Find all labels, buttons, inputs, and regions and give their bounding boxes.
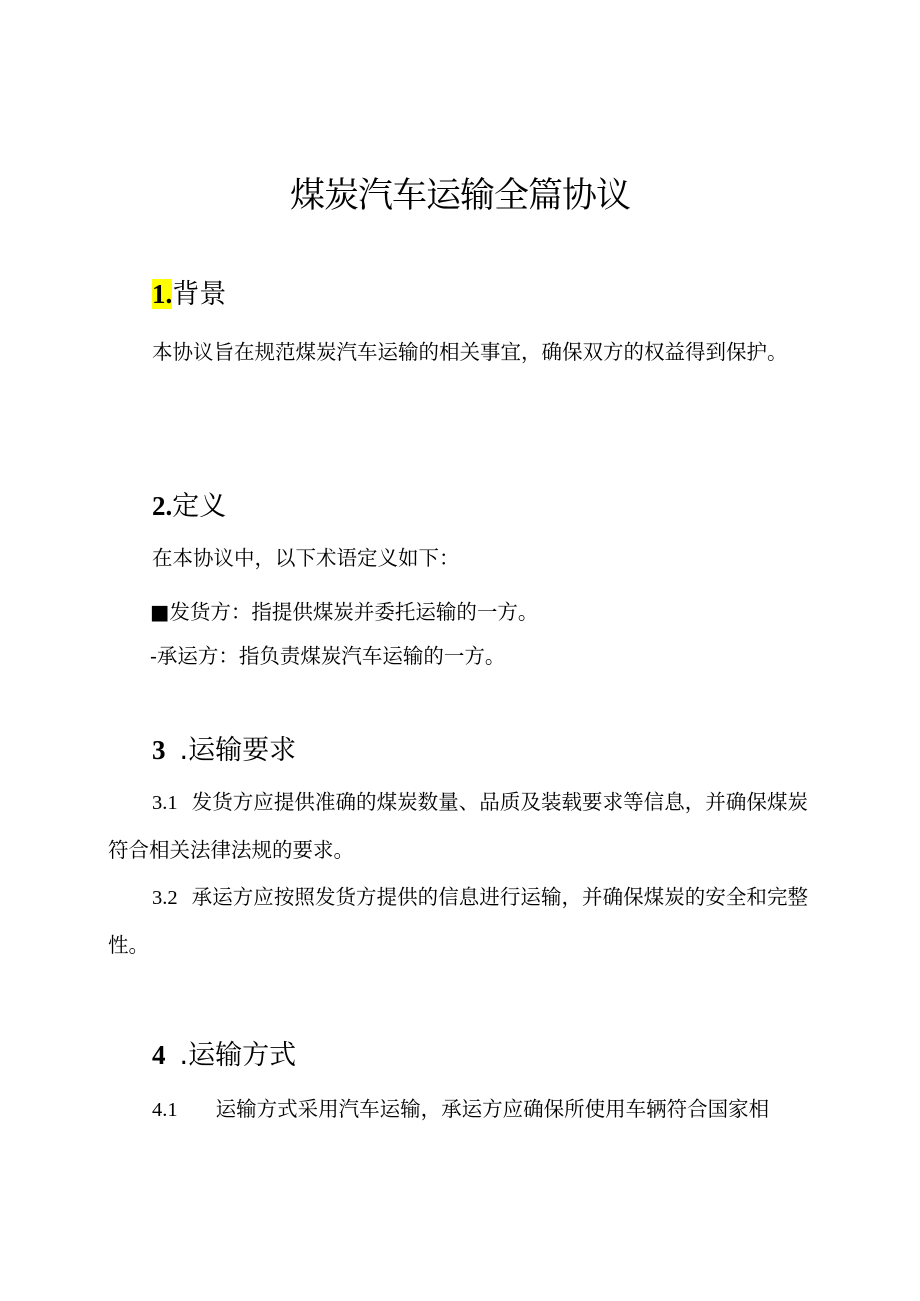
section-1-heading [152, 270, 226, 318]
clause-4-1-number: 4.1 [152, 1099, 178, 1121]
section-1-paragraph-text: 本协议旨在规范煤炭汽车运输的相关事宜，确保双方的权益得到保护。 [152, 340, 788, 364]
document-title: 煤炭汽车运输全篇协议 [289, 176, 630, 216]
clause-3-2-number: 3.2 [152, 887, 178, 909]
section-2-heading [152, 482, 226, 530]
section-4-title: .运输方式 [179, 1040, 297, 1071]
section-1-paragraph [108, 329, 808, 376]
section-4-heading [152, 1031, 296, 1079]
section-2-intro: 在本协议中，以下术语定义如下： [152, 546, 460, 570]
section-3-heading [152, 726, 296, 774]
section-3-number: 3 [152, 735, 166, 765]
section-1-number: 1. [152, 279, 173, 309]
clause-3-2 [108, 874, 808, 969]
clause-3-1 [108, 779, 808, 874]
definition-item-shipper: ■发货方：指提供煤炭并委托运输的一方。 [150, 600, 539, 624]
clause-3-2-text: 承运方应按照发货方提供的信息进行运输，并确保煤炭的安全和完整性。 [108, 885, 808, 957]
clause-4-1 [108, 1086, 808, 1133]
section-2-title: 定义 [172, 491, 227, 522]
definition-item-carrier: -承运方：指负责煤炭汽车运输的一方。 [150, 644, 506, 668]
section-3-title: .运输要求 [179, 735, 297, 766]
clause-3-1-text: 发货方应提供准确的煤炭数量、品质及装载要求等信息，并确保煤炭符合相关法律法规的要求。 [108, 790, 808, 862]
section-1-title: 背景 [172, 279, 227, 310]
section-4-number: 4 [152, 1040, 166, 1070]
clause-4-1-text: 运输方式采用汽车运输，承运方应确保所使用车辆符合国家相 [215, 1097, 770, 1121]
clause-3-1-number: 3.1 [152, 792, 178, 814]
section-2-number: 2. [152, 491, 173, 521]
